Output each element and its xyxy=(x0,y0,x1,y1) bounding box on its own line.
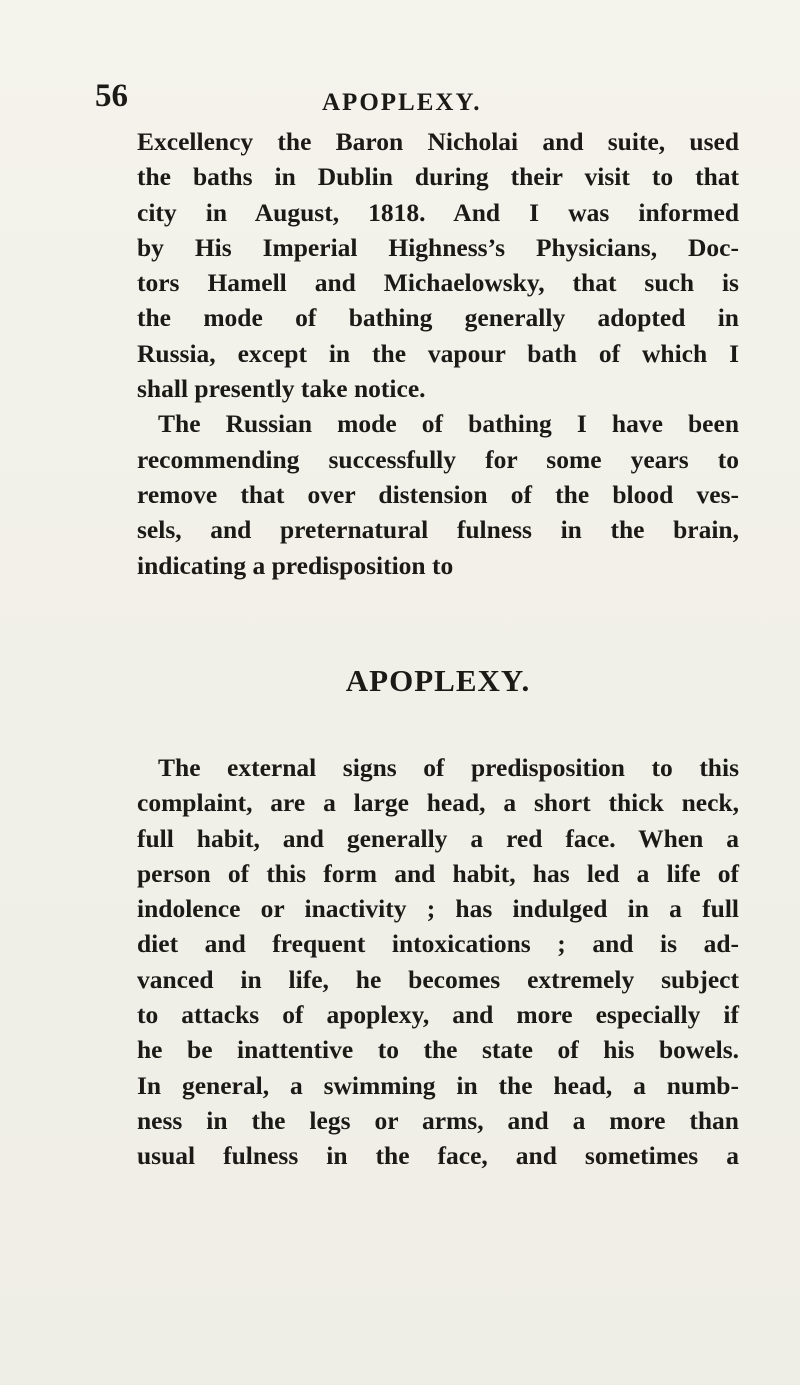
text-line: sels, and preternatural fulness in the brain, xyxy=(137,515,739,545)
text-line: the mode of bathing generally adopted in xyxy=(137,303,739,333)
text-line: tors Hamell and Michaelowsky, that such is xyxy=(137,268,739,298)
text-line: vanced in life, he becomes extremely subject xyxy=(137,964,739,994)
paragraph-external-signs xyxy=(137,750,739,1174)
text-line: diet and frequent intoxications ; and is ad- xyxy=(137,929,739,959)
text-line: to attacks of apoplexy, and more especially if xyxy=(137,1000,739,1030)
text-line: The external signs of predisposition to this xyxy=(158,753,739,782)
paragraph-russian-bathing xyxy=(137,406,739,582)
page-number: 56 xyxy=(95,78,128,114)
text-line: usual fulness in the face, and sometimes a xyxy=(137,1141,739,1171)
text-line: shall presently take notice. xyxy=(137,374,426,404)
text-line: ness in the legs or arms, and a more than xyxy=(137,1105,739,1135)
text-line: Excellency the Baron Nicholai and suite, used xyxy=(137,127,739,156)
text-line: person of this form and habit, has led a life of xyxy=(137,858,739,888)
text-line: the baths in Dublin during their visit to that xyxy=(137,162,739,192)
text-line: indolence or inactivity ; has indulged in a full xyxy=(137,894,739,924)
section-heading: APOPLEXY. xyxy=(345,663,531,698)
text-line: indicating a predisposition to xyxy=(137,550,454,580)
text-line: complaint, are a large head, a short thick neck, xyxy=(137,788,739,818)
text-line: city in August, 1818. And I was informed xyxy=(137,197,739,227)
text-line: remove that over distension of the blood ves- xyxy=(137,479,739,509)
text-line: The Russian mode of bathing I have been xyxy=(158,409,739,439)
text-block-top xyxy=(137,124,739,583)
text-line: recommending successfully for some years to xyxy=(137,444,739,474)
text-line: Russia, except in the vapour bath of which I xyxy=(137,338,739,368)
paragraph-continued xyxy=(137,124,739,406)
text-line: he be inattentive to the state of his bowels. xyxy=(137,1035,739,1065)
text-line: full habit, and generally a red face. When a xyxy=(137,823,739,853)
text-line: by His Imperial Highness’s Physicians, Doc- xyxy=(137,232,739,262)
running-head: APOPLEXY. xyxy=(322,89,482,116)
text-line: In general, a swimming in the head, a numb- xyxy=(137,1070,739,1100)
page-header xyxy=(95,80,735,124)
